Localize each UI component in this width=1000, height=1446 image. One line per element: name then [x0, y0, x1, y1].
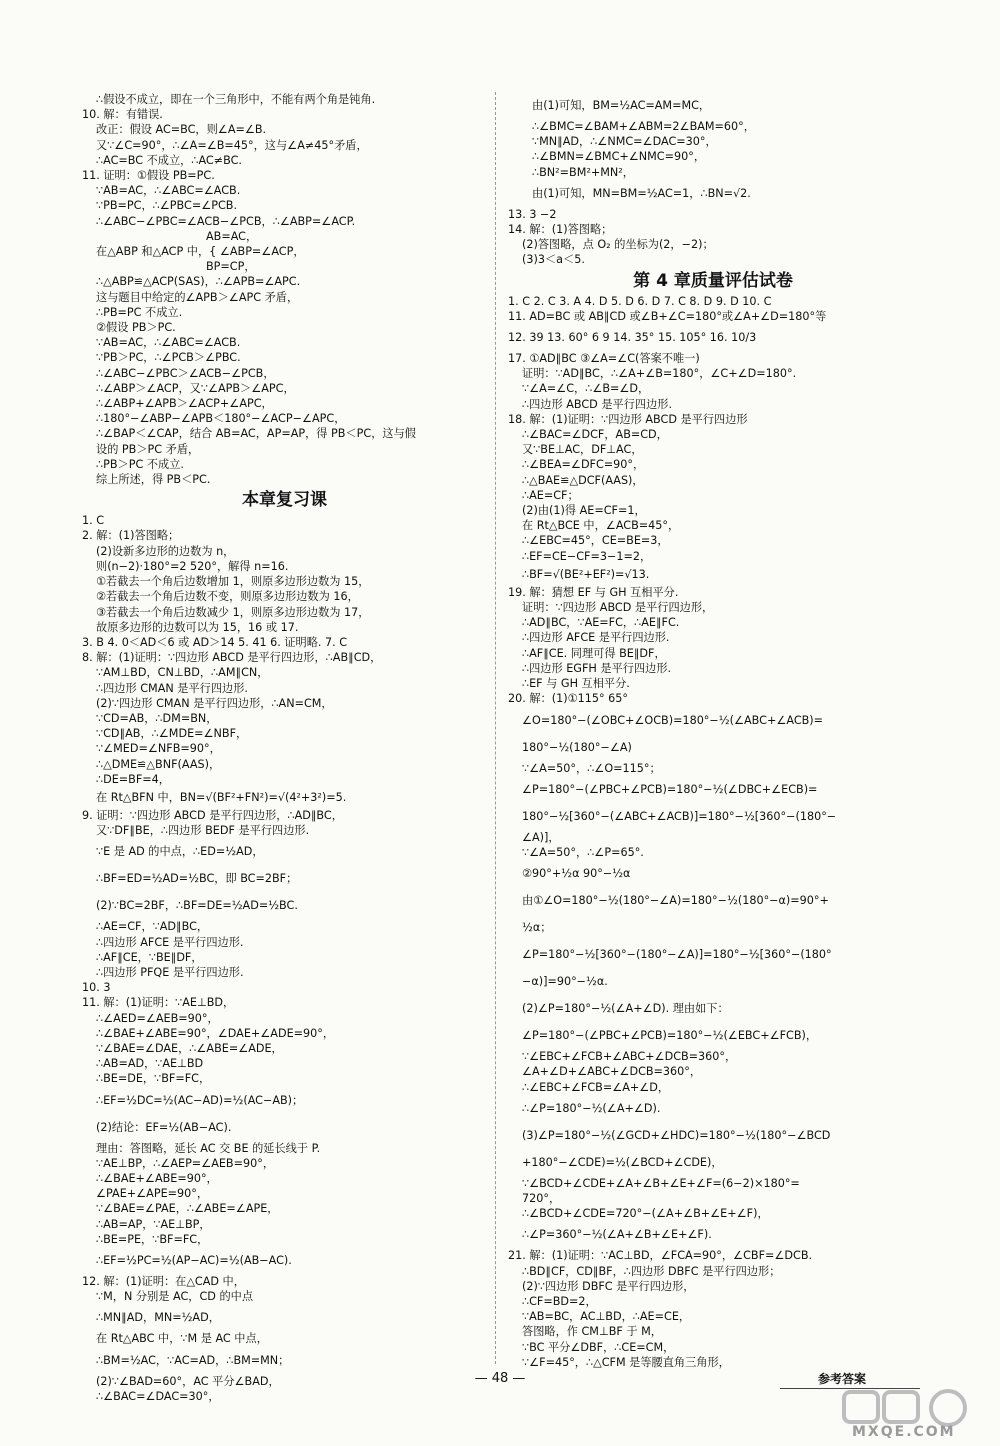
left-text-line: ∴180°−∠ABP−∠APB＜180°−∠ACP−∠APC，	[96, 412, 346, 426]
right-text-line: ∴∠BEA=∠DFC=90°，	[522, 458, 645, 472]
right-text-line: ∴AF∥CE. 同理可得 BE∥DF，	[522, 646, 666, 660]
right-text-line: ∴∠P=360°−½(∠A+∠B+∠E+∠F).	[522, 1228, 712, 1242]
right-text-line: 由(1)可知，BM=½AC=AM=MC，	[532, 99, 711, 112]
right-text-line: ∴CF=BD=2，	[522, 1294, 597, 1308]
right-text-line: 180°−½(180°−∠A)	[522, 740, 632, 754]
left-text-line: (2)设新多边形的边数为 n，	[96, 544, 235, 558]
left-text-line: ∴AF∥CE，∵BE∥DF，	[96, 950, 203, 964]
right-text-line: ∠P=180°−(∠PBC+∠PCB)=180°−½(∠EBC+∠FCB)，	[522, 1029, 818, 1043]
right-text-line: (2)由(1)得 AE=CF=1，	[522, 504, 646, 518]
right-text-line: 17. ①AD∥BC ③∠A=∠C(答案不唯一)	[508, 352, 700, 366]
right-text-line: ∴∠EBC+∠FCB=∠A+∠D，	[522, 1080, 670, 1094]
right-text-line: (2)∵四边形 DBFC 是平行四边形，	[522, 1279, 695, 1293]
right-text-line: 180°−½[360°−(∠ABC+∠ACB)]=180°−½[360°−(180°−	[522, 809, 837, 823]
right-text-line: ∴∠BAC=∠DCF，AB=CD，	[522, 428, 668, 442]
right-text-line: 12. 39 13. 60° 6 9 14. 35° 15. 105° 16. 10/3	[508, 331, 757, 345]
right-text-line: ∵MN∥AD，∴∠NMC=∠DAC=30°，	[532, 135, 717, 149]
section-heading: 本章复习课	[242, 490, 327, 511]
left-text-line: ∴BE=PE，∵BF=FC，	[96, 1232, 209, 1246]
right-text-line: ∠P=180°−½[360°−(180°−∠A)]=180°−½[360°−(180°	[522, 948, 832, 962]
right-text-line: ∴BF=√(BE²+EF²)=√13.	[522, 567, 650, 581]
left-column	[82, 92, 487, 1404]
left-text-line: 9. 证明：∵四边形 ABCD 是平行四边形，∴AD∥BC，	[82, 808, 343, 822]
left-text-line: 又∵∠C=90°，∴∠A=∠B=45°，这与∠A≠45°矛盾，	[96, 138, 368, 152]
left-text-line: ∴∠ABP＞∠ACP，又∵∠APB＞∠APC，	[96, 381, 295, 395]
right-text-line: ∴∠EBC=45°，CE=BE=3，	[522, 534, 669, 548]
watermark-text: MXQE.COM	[852, 1424, 956, 1440]
right-text-line: ∴BN²=BM²+MN²，	[532, 165, 634, 179]
right-text-line: ∵∠F=45°，∴△CFM 是等腰直角三角形，	[522, 1355, 730, 1369]
left-text-line: ∴EF=½DC=½(AC−AD)=½(AC−AB)；	[96, 1093, 304, 1107]
right-text-line: (3)∠P=180°−½(∠GCD+∠HDC)=180°−½(180°−∠BCD	[522, 1128, 831, 1142]
right-text-line: (2)∠P=180°−½(∠A+∠D). 理由如下：	[522, 1002, 729, 1016]
left-text-line: (2)结论：EF=½(AB−AC).	[96, 1120, 232, 1134]
left-text-line: 又∵DF∥BE，∴四边形 BEDF 是平行四边形.	[96, 824, 310, 838]
left-text-line: ∴PB=PC 不成立.	[96, 305, 183, 319]
right-column	[508, 92, 918, 1370]
right-text-line: ∴AE=CF；	[522, 488, 579, 502]
left-text-line: 在△ABP 和△ACP 中，{ ∠ABP=∠ACP，	[96, 245, 305, 259]
left-text-line: ②假设 PB＞PC.	[96, 321, 176, 335]
right-text-line: 13. 3 −2	[508, 207, 557, 221]
left-text-line: 10. 3	[82, 981, 111, 995]
right-text-line: ∴∠BMN=∠BMC+∠NMC=90°，	[532, 150, 706, 164]
right-text-line: ∴AD∥BC，∵AE=FC，∴AE∥FC.	[522, 616, 680, 630]
right-text-line: 答图略，作 CM⊥BF 于 M，	[522, 1325, 662, 1339]
right-text-line: ∴四边形 ABCD 是平行四边形.	[522, 397, 673, 411]
left-text-line: ∴△DME≌△BNF(AAS)，	[96, 757, 221, 771]
left-text-line: ∴∠ABP+∠APB＞∠ACP+∠APC，	[96, 397, 273, 411]
left-text-line: ∴∠BAE+∠ABE=90°，∠DAE+∠ADE=90°，	[96, 1026, 335, 1040]
right-text-line: 21. 解：(1)证明：∵AC⊥BD，∠FCA=90°，∠CBF=∠DCB.	[508, 1249, 813, 1263]
left-text-line: 8. 解：(1)证明：∵四边形 ABCD 是平行四边形，∴AB∥CD，	[82, 651, 382, 665]
right-text-line: 证明：∵四边形 ABCD 是平行四边形，	[522, 601, 714, 615]
footer-label: 参考答案	[818, 1372, 867, 1386]
section-heading: 第 4 章质量评估试卷	[633, 270, 793, 291]
right-text-line: ∵∠EBC+∠FCB+∠ABC+∠DCB=360°，	[522, 1050, 737, 1064]
page-number: — 48 —	[474, 1371, 526, 1386]
right-text-line: ∴∠BCD+∠CDE=720°−(∠A+∠B+∠E+∠F)，	[522, 1207, 769, 1221]
column-divider	[495, 92, 496, 1364]
left-text-line: 1. C	[82, 514, 105, 528]
right-text-line: 19. 解：猜想 EF 与 GH 互相平分.	[508, 585, 679, 599]
right-text-line: ∴∠BMC=∠BAM+∠ABM=2∠BAM=60°，	[532, 120, 755, 133]
left-text-line: 3. B 4. 0＜AD＜6 或 AD＞14 5. 41 6. 证明略. 7. C	[82, 635, 348, 649]
right-text-line: ∵∠A=50°，∴∠P=65°.	[522, 845, 644, 859]
right-text-line: ∵AB=BC，AC⊥BD，∴AE=CE，	[522, 1310, 691, 1324]
left-text-line: ∴AC=BC 不成立，∴AC≠BC.	[96, 153, 242, 167]
left-text-line: ∵AB=AC，∴∠ABC=∠ACB.	[96, 336, 241, 350]
left-text-line: ∴MN∥AD，MN=½AD，	[96, 1311, 220, 1325]
left-text-line: 改正：假设 AC=BC，则∠A=∠B.	[96, 123, 267, 137]
left-text-line: ∵AM⊥BD，CN⊥BD，∴AM∥CN，	[96, 666, 269, 680]
left-text-line: ∴∠ABC−∠PBC＞∠ACB−∠PCB，	[96, 366, 275, 380]
left-text-line: ∵CD∥AB，∴∠MDE=∠NBF，	[96, 727, 248, 741]
left-text-line: ∴PB＞PC 不成立.	[96, 457, 184, 471]
right-text-line: −α)]=90°−½α.	[522, 975, 608, 989]
left-text-line: 10. 解：有错误.	[82, 108, 163, 122]
right-text-line: 20. 解：(1)①115° 65°	[508, 692, 628, 706]
left-text-line: ①若截去一个角后边数增加 1，则原多边形边数为 15，	[96, 575, 370, 589]
right-text-line: 证明：∵AD∥BC，∴∠A+∠B=180°，∠C+∠D=180°.	[522, 367, 797, 381]
right-text-line: 由①∠O=180°−½(180°−∠A)=180°−½(180°−α)=90°+	[522, 894, 829, 908]
left-text-line: ∵∠BAE=∠PAE，∴∠ABE=∠APE，	[96, 1202, 279, 1216]
left-text-line: 故原多边形的边数可以为 15，16 或 17.	[96, 620, 299, 634]
left-text-line: ∵PB＞PC，∴∠PCB＞∠PBC.	[96, 351, 241, 365]
left-text-line: 11. 证明：①假设 PB=PC.	[82, 169, 215, 183]
left-text-line: ∵M，N 分别是 AC，CD 的中点	[96, 1290, 254, 1304]
right-text-line: ∵∠A=∠C，∴∠B=∠D，	[522, 382, 650, 396]
left-text-line: ∴四边形 AFCE 是平行四边形.	[96, 935, 244, 949]
right-text-line: +180°−∠CDE)=½(∠BCD+∠CDE)，	[522, 1155, 723, 1169]
right-text-line: 在 Rt△BCE 中，∠ACB=45°，	[522, 519, 680, 533]
left-text-line: ∠PAE+∠APE=90°，	[96, 1187, 209, 1201]
left-text-line: ∴AB=AP，∵AE⊥BP，	[96, 1217, 211, 1231]
left-text-line: ∵CD=AB，∴DM=BN，	[96, 711, 218, 725]
left-text-line: 11. 解：(1)证明：∵AE⊥BD，	[82, 996, 235, 1010]
left-text-line: ∵∠BAE=∠DAE，∴∠ABE=∠ADE，	[96, 1041, 283, 1055]
right-text-line: 18. 解：(1)证明：∵四边形 ABCD 是平行四边形	[508, 412, 748, 426]
right-text-line: ∵∠A=50°，∴∠O=115°；	[522, 761, 661, 775]
left-text-line: (2)∵四边形 CMAN 是平行四边形，∴AN=CM，	[96, 696, 333, 710]
left-text-line: (2)∵∠BAD=60°，AC 平分∠BAD，	[96, 1374, 280, 1388]
right-text-line: ∴∠P=180°−½(∠A+∠D).	[522, 1101, 661, 1115]
left-text-line: ②若截去一个角后边数不变，则原多边形边数为 16，	[96, 590, 359, 604]
left-text-line: 综上所述，得 PB＜PC.	[96, 473, 211, 487]
left-text-line: ∴四边形 CMAN 是平行四边形.	[96, 681, 248, 695]
right-text-line: ∵∠BCD+∠CDE+∠A+∠B+∠E+∠F=(6−2)×180°=	[522, 1176, 800, 1190]
left-text-line: ∴BE=DE，∵BF=FC，	[96, 1072, 211, 1086]
right-text-line: 1. C 2. C 3. A 4. D 5. D 6. D 7. C 8. D 9. D 10. C	[508, 294, 772, 308]
left-text-line: ∴∠ABC−∠PBC=∠ACB−∠PCB，∴∠ABP=∠ACP.	[96, 214, 356, 228]
left-text-line: 2. 解：(1)答图略；	[82, 529, 180, 543]
right-text-line: ∴四边形 AFCE 是平行四边形.	[522, 631, 670, 645]
left-text-line: ∵∠MED=∠NFB=90°，	[96, 742, 221, 756]
right-text-line: 11. AD=BC 或 AB∥CD 或∠B+∠C=180°或∠A+∠D=180°等	[508, 309, 827, 323]
left-text-line: ∵E 是 AD 的中点，∴ED=½AD，	[96, 845, 264, 859]
left-text-line: ∴AE=CF，∵AD∥BC，	[96, 920, 209, 934]
left-text-line: ∵AE⊥BP，∴∠AEP=∠AEB=90°，	[96, 1156, 275, 1170]
left-text-line: BP=CP，	[206, 260, 256, 274]
left-text-line: ∴四边形 PFQE 是平行四边形.	[96, 965, 244, 979]
left-text-line: ∴△ABP≌△ACP(SAS)，∴∠APB=∠APC.	[96, 275, 301, 289]
left-text-line: ∴BM=½AC，∵AC=AD，∴BM=MN；	[96, 1353, 290, 1367]
left-text-line: 在 Rt△BFN 中，BN=√(BF²+FN²)=√(4²+3²)=5.	[96, 790, 347, 804]
left-text-line: 则(n−2)·180°=2 520°，解得 n=16.	[96, 559, 289, 573]
left-text-line: 在 Rt△ABC 中，∵M 是 AC 中点，	[96, 1332, 268, 1346]
left-text-line: 这与题目中给定的∠APB＞∠APC 矛盾，	[96, 290, 299, 304]
right-text-line: (3)3＜a＜5.	[522, 253, 585, 267]
right-text-line: ½α；	[522, 921, 552, 935]
left-text-line: ∴EF=½PC=½(AP−AC)=½(AB−AC).	[96, 1254, 292, 1267]
right-text-line: ∴BD∥CF，CD∥BF，∴四边形 DBFC 是平行四边形；	[522, 1264, 781, 1278]
left-text-line: ③若截去一个角后边数减少 1，则原多边形边数为 17，	[96, 605, 370, 619]
right-text-line: (2)答图略，点 O₂ 的坐标为(2，−2)；	[522, 238, 714, 252]
left-text-line: ∵AB=AC，∴∠ABC=∠ACB.	[96, 184, 241, 198]
right-text-line: ∴△BAE≌△DCF(AAS)，	[522, 473, 644, 487]
right-text-line: 又∵BE⊥AC，DF⊥AC，	[522, 443, 643, 457]
right-text-line: ∠P=180°−(∠PBC+∠PCB)=180°−½(∠DBC+∠ECB)=	[522, 782, 818, 796]
right-text-line: 由(1)可知，MN=BM=½AC=1，∴BN=√2.	[532, 186, 751, 200]
left-text-line: (2)∵BC=2BF，∴BF=DE=½AD=½BC.	[96, 899, 298, 913]
left-text-line: ∴AB=AD，∵AE⊥BD	[96, 1057, 204, 1071]
right-text-line: 720°，	[522, 1191, 561, 1205]
right-text-line: ∠A+∠D+∠ABC+∠DCB=360°，	[522, 1065, 702, 1079]
left-text-line: ∴∠BAP＜∠CAP，结合 AB=AC，AP=AP，得 PB＜PC，这与假	[96, 427, 416, 441]
right-text-line: ∵BC 平分∠DBF，∴CE=CM，	[522, 1340, 675, 1354]
right-text-line: ∴EF 与 GH 互相平分.	[522, 677, 630, 691]
right-text-line: ∠O=180°−(∠OBC+∠OCB)=180°−½(∠ABC+∠ACB)=	[522, 713, 824, 727]
right-text-line: ∠A)]，	[522, 830, 560, 844]
left-text-line: ∴BF=ED=½AD=½BC，即 BC=2BF；	[96, 872, 298, 886]
left-text-line: ∴DE=BF=4，	[96, 772, 170, 786]
right-text-line: 14. 解：(1)答图略；	[508, 223, 613, 237]
left-text-line: 理由：答图略，延长 AC 交 BE 的延长线于 P.	[96, 1141, 321, 1155]
right-text-line: ∴EF=CE−CF=3−1=2，	[522, 549, 652, 563]
left-text-line: AB=AC，	[206, 229, 258, 243]
left-text-line: ∴∠BAC=∠DAC=30°，	[96, 1389, 220, 1403]
right-text-line: ②90°+½α 90°−½α	[522, 867, 631, 881]
left-text-line: ∴假设不成立，即在一个三角形中，不能有两个角是钝角.	[96, 93, 376, 106]
left-text-line: ∴∠AED=∠AEB=90°，	[96, 1011, 219, 1025]
left-text-line: 设的 PB＞PC 矛盾，	[96, 442, 200, 456]
left-text-line: ∵PB=PC，∴∠PBC=∠PCB.	[96, 199, 238, 213]
right-text-line: ∴四边形 EGFH 是平行四边形.	[522, 661, 672, 675]
left-text-line: 12. 解：(1)证明：在△CAD 中，	[82, 1275, 245, 1288]
left-text-line: ∴∠BAE+∠ABE=90°，	[96, 1171, 218, 1185]
